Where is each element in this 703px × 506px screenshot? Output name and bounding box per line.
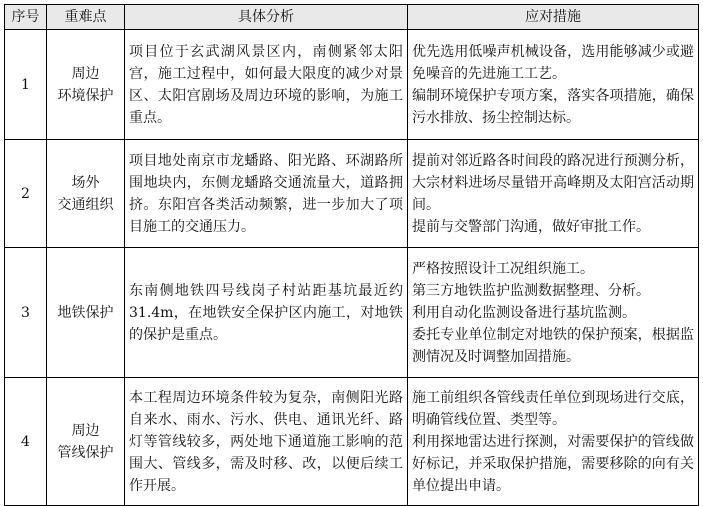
row-analysis: 项目位于玄武湖风景区内，南侧紧邻太阳宫，施工过程中，如何最大限度的减少对景区、太阳宫剧场及周边环境的影响，为施工重点。	[125, 30, 408, 140]
row-measures	[408, 140, 699, 248]
row-measures	[408, 248, 699, 378]
row-measures	[408, 378, 699, 506]
row-analysis: 项目地处南京市龙蟠路、阳光路、环湖路所围地块内，东侧龙蟠路交通流量大，道路拥挤。东阳宫各类活动频繁，进一步加大了项目施工的交通压力。	[125, 140, 408, 248]
header-seq: 序号	[5, 5, 47, 30]
table-row	[5, 140, 699, 248]
row-number: 4	[5, 378, 47, 506]
row-key-point	[47, 30, 125, 140]
measure-item: 提前与交警部门沟通，做好审批工作。	[412, 218, 650, 235]
row-analysis: 东南侧地铁四号线岗子村站距基坑最近约 31.4m，在地铁安全保护区内施工，对地铁的保护是重点。	[125, 248, 408, 378]
header-key: 重难点	[47, 5, 125, 30]
measure-item: 利用自动化监测设备进行基坑监测。	[412, 304, 636, 321]
key-line: 地铁保护	[57, 304, 114, 321]
row-analysis: 本工程周边环境条件较为复杂，南侧阳光路自来水、雨水、污水、供电、通讯光纤、路灯等管线较多，两处地下通道施工影响的范围大、管线多，需及时移、改，以便后续工作开展。	[125, 378, 408, 506]
table-row	[5, 248, 699, 378]
row-key-point	[47, 378, 125, 506]
measure-item: 施工前组织各管线责任单位到现场进行交底，明确管线位置、类型等。	[412, 389, 694, 428]
key-line: 环境保护	[57, 87, 114, 104]
measure-item: 提前对邻近路各时间段的路况进行预测分析，大宗材料进场尽量错开高峰期及太阳宫活动期间。	[412, 152, 694, 213]
header-analysis: 具体分析	[125, 5, 408, 30]
measure-item: 严格按照设计工况组织施工。	[412, 260, 594, 277]
row-number: 1	[5, 30, 47, 140]
row-measures	[408, 30, 699, 140]
row-key-point	[47, 248, 125, 378]
row-number: 2	[5, 140, 47, 248]
row-number: 3	[5, 248, 47, 378]
measure-item: 利用探地雷达进行探测，对需要保护的管线做好标记，并采取保护措施，需要移除的向有关单位提出申请。	[412, 433, 694, 494]
key-line: 管线保护	[57, 444, 114, 461]
measure-item: 优先选用低噪声机械设备，选用能够减少或避免噪音的先进施工工艺。	[412, 43, 694, 82]
table-row	[5, 378, 699, 506]
table-row	[5, 30, 699, 140]
measure-item: 编制环境保护专项方案，落实各项措施，确保污水排放、扬尘控制达标。	[412, 87, 694, 126]
measure-item: 委托专业单位制定对地铁的保护预案，根据监测情况及时调整加固措施。	[412, 326, 694, 365]
key-difficulties-table	[4, 4, 699, 506]
key-line: 周边	[71, 65, 100, 82]
header-measures: 应对措施	[408, 5, 699, 30]
measure-item: 第三方地铁监护监测数据整理、分析。	[412, 282, 650, 299]
table-header-row	[5, 5, 699, 30]
key-line: 交通组织	[57, 196, 114, 213]
key-line: 场外	[71, 174, 100, 191]
key-line: 周边	[71, 422, 100, 439]
row-key-point	[47, 140, 125, 248]
